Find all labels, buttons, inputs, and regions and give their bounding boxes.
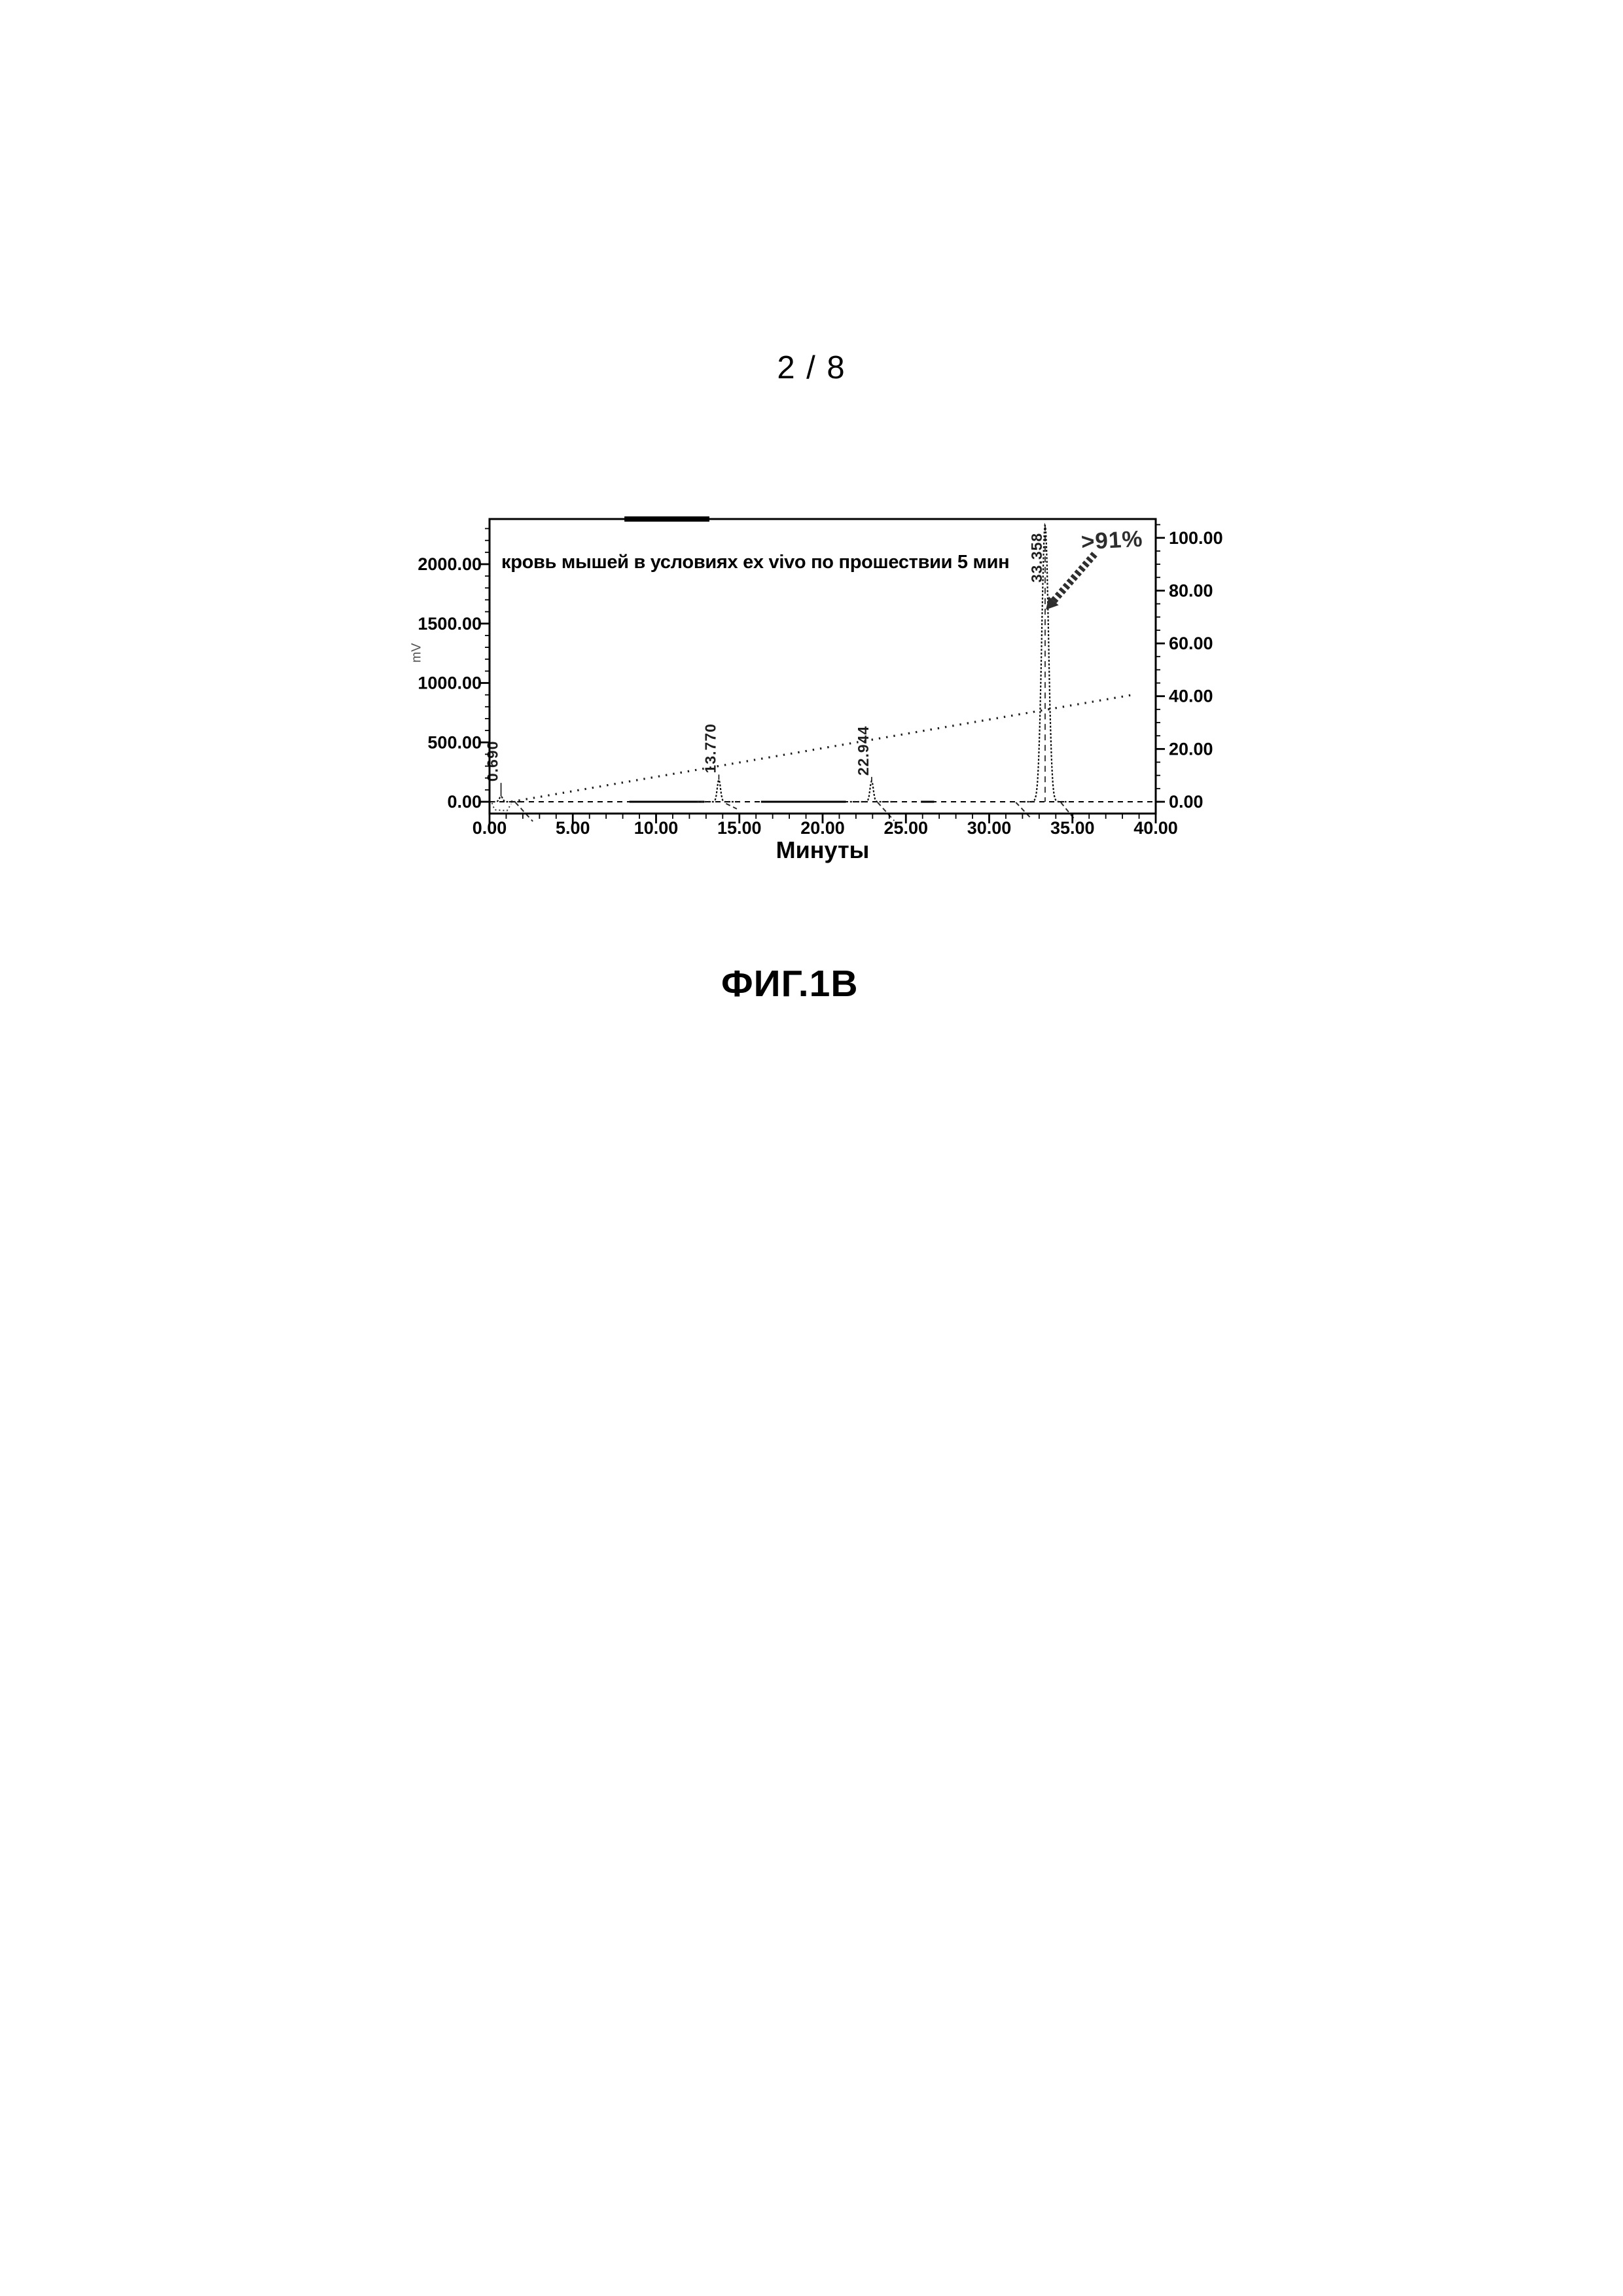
annotation-arrow-shaft [1052, 554, 1094, 603]
peak-trace [697, 780, 740, 802]
right-tick-label: 20.00 [1169, 739, 1213, 759]
x-tick-label: 10.00 [633, 818, 679, 838]
right-tick-label: 100.00 [1169, 528, 1223, 548]
right-tick-label: 0.00 [1169, 792, 1204, 812]
baseline-artifact [726, 804, 737, 809]
top-border-artifact [624, 516, 709, 522]
peak-trace [490, 797, 522, 802]
left-tick-label: 0.00 [447, 792, 482, 812]
peak-retention-label: 0.690 [484, 740, 501, 782]
left-tick-label: 1000.00 [418, 673, 482, 693]
x-tick-label: 25.00 [883, 818, 929, 838]
peak-retention-label: 13.770 [702, 723, 719, 774]
x-tick-label: 40.00 [1133, 818, 1178, 838]
x-tick-label: 35.00 [1050, 818, 1095, 838]
x-tick-label: 0.00 [472, 818, 507, 838]
baseline-dip [492, 803, 511, 811]
baseline-artifact [515, 802, 533, 821]
x-tick-label: 15.00 [717, 818, 762, 838]
right-tick-label: 80.00 [1169, 581, 1213, 601]
figure-caption: ФИГ.1B [721, 963, 859, 1005]
chart-title: кровь мышей в условиях ex vivo по прошествии 5 мин [501, 552, 1010, 573]
x-tick-label: 5.00 [555, 818, 590, 838]
x-tick-label: 20.00 [800, 818, 845, 838]
purity-annotation: >91% [1080, 526, 1144, 555]
peak-retention-label: 33.358 [1027, 532, 1045, 583]
x-tick-label: 30.00 [967, 818, 1012, 838]
left-tick-label: 1500.00 [418, 613, 482, 634]
peak-trace [850, 781, 893, 802]
left-tick-label: 2000.00 [418, 554, 482, 574]
right-tick-label: 40.00 [1169, 686, 1213, 706]
left-tick-label: 500.00 [427, 732, 482, 753]
peak-retention-label: 22.944 [854, 725, 872, 776]
x-axis-label: Минуты [776, 836, 870, 863]
right-tick-label: 60.00 [1169, 634, 1213, 654]
page-number: 2 / 8 [777, 350, 846, 386]
left-axis-label: mV [409, 643, 424, 663]
